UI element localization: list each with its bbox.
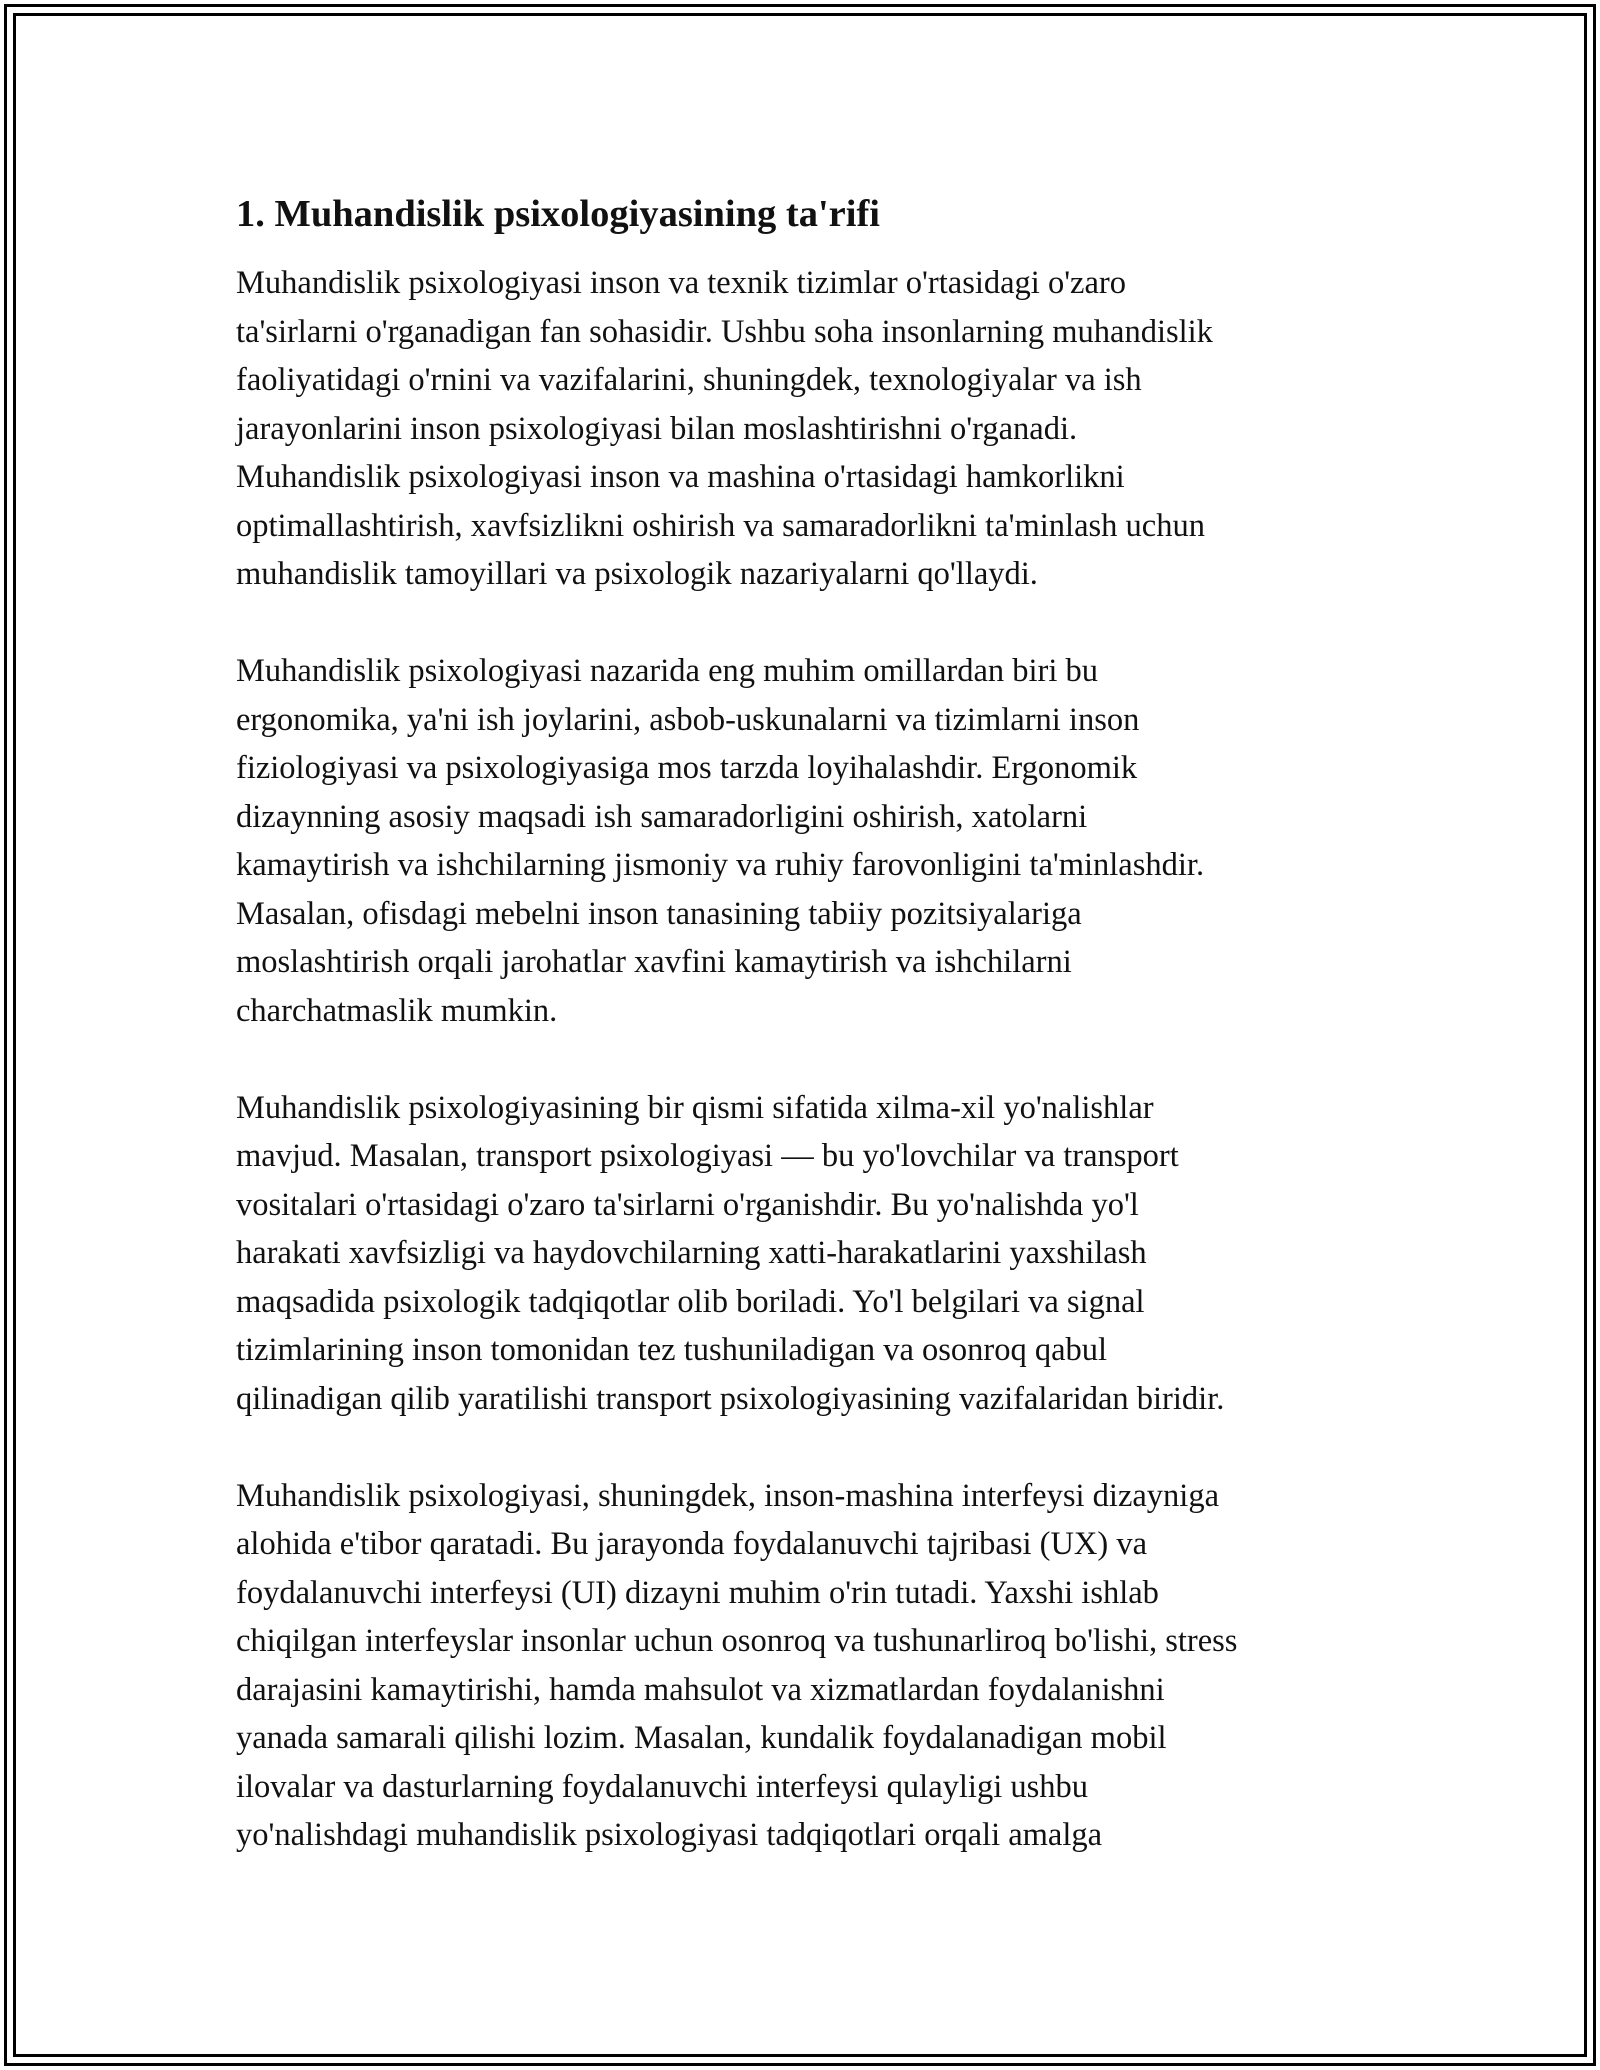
text-line: alohida e'tibor qaratadi. Bu jarayonda foydalanuvchi tajribasi (UX) va xyxy=(236,1526,1148,1562)
text-line: Muhandislik psixologiyasi nazarida eng muhim omillardan biri bu xyxy=(236,653,1099,689)
text-line: yo'nalishdagi muhandislik psixologiyasi tadqiqotlari orqali amalga xyxy=(236,1817,1103,1853)
text-line: Masalan, ofisdagi mebelni inson tanasining tabiiy pozitsiyalariga xyxy=(236,895,1082,932)
text-line: ergonomika, ya'ni ish joylarini, asbob-uskunalarni va tizimlarni inson xyxy=(236,701,1140,738)
paragraph-definition xyxy=(236,259,1366,599)
text-line: Muhandislik psixologiyasi, shuningdek, inson-mashina interfeysi dizayniga xyxy=(236,1477,1219,1514)
text-line: tizimlarining inson tomonidan tez tushuniladigan va osonroq qabul xyxy=(236,1332,1108,1368)
text-line: Muhandislik psixologiyasi inson va texnik tizimlar o'rtasidagi o'zaro xyxy=(236,265,1126,301)
text-line: charchatmaslik mumkin. xyxy=(236,992,558,1029)
text-line: fiziologiyasi va psixologiyasiga mos tarzda loyihalashdir. Ergonomik xyxy=(236,750,1138,786)
text-line: darajasini kamaytirishi, hamda mahsulot va xizmatlardan foydalanishni xyxy=(236,1671,1165,1708)
text-line: jarayonlarini inson psixologiyasi bilan moslashtirishni o'rganadi. xyxy=(236,410,1078,447)
text-line: ta'sirlarni o'rganadigan fan sohasidir. Ushbu soha insonlarning muhandislik xyxy=(236,313,1213,350)
text-line: foydalanuvchi interfeysi (UI) dizayni muhim o'rin tutadi. Yaxshi ishlab xyxy=(236,1574,1159,1611)
text-line: Muhandislik psixologiyasining bir qismi sifatida xilma-xil yo'nalishlar xyxy=(236,1089,1154,1126)
text-line: chiqilgan interfeyslar insonlar uchun osonroq va tushunarliroq bo'lishi, stress xyxy=(236,1623,1238,1659)
paragraph-transport xyxy=(236,1084,1366,1424)
section-heading: 1. Muhandislik psixologiyasining ta'rifi xyxy=(236,193,880,235)
text-line: maqsadida psixologik tadqiqotlar olib boriladi. Yo'l belgilari va signal xyxy=(236,1283,1145,1320)
text-line: qilinadigan qilib yaratilishi transport psixologiyasining vazifalaridan biridir. xyxy=(236,1380,1225,1417)
text-line: vositalari o'rtasidagi o'zaro ta'sirlarni o'rganishdir. Bu yo'nalishda yo'l xyxy=(236,1186,1139,1223)
document-body xyxy=(236,187,1366,1908)
text-line: dizaynning asosiy maqsadi ish samaradorligini oshirish, xatolarni xyxy=(236,798,1088,835)
text-line: faoliyatidagi o'rnini va vazifalarini, shuningdek, texnologiyalar va ish xyxy=(236,362,1142,398)
text-line: mavjud. Masalan, transport psixologiyasi — bu yo'lovchilar va transport xyxy=(236,1138,1179,1174)
text-line: Muhandislik psixologiyasi inson va mashina o'rtasidagi hamkorlikni xyxy=(236,459,1125,495)
text-line: moslashtirish orqali jarohatlar xavfini kamaytirish va ishchilarni xyxy=(236,944,1072,980)
text-line: harakati xavfsizligi va haydovchilarning xatti-harakatlarini yaxshilash xyxy=(236,1235,1147,1271)
text-line: muhandislik tamoyillari va psixologik nazariyalarni qo'llaydi. xyxy=(236,556,1038,592)
text-line: ilovalar va dasturlarning foydalanuvchi interfeysi qulayligi ushbu xyxy=(236,1768,1088,1805)
paragraph-interface xyxy=(236,1472,1366,1860)
text-line: optimallashtirish, xavfsizlikni oshirish va samaradorlikni ta'minlash uchun xyxy=(236,507,1205,544)
paragraph-ergonomics xyxy=(236,647,1366,1035)
text-line: kamaytirish va ishchilarning jismoniy va ruhiy farovonligini ta'minlashdir. xyxy=(236,847,1205,883)
text-line: yanada samarali qilishi lozim. Masalan, kundalik foydalanadigan mobil xyxy=(236,1720,1167,1756)
